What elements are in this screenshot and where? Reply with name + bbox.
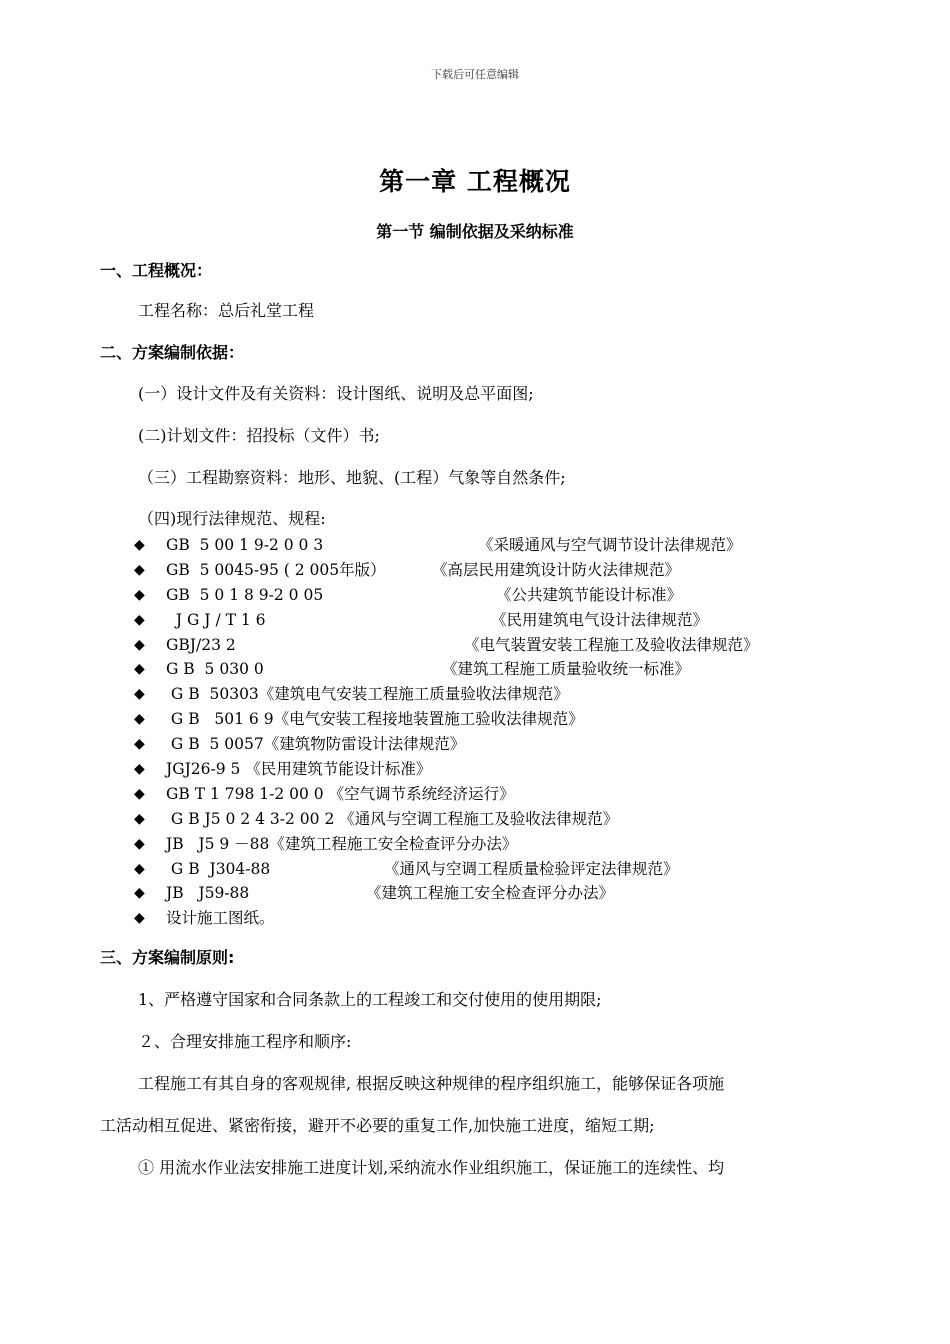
standard-item [134,807,759,832]
standard-item [134,757,759,782]
standard-item [134,832,759,857]
diamond-bullet-icon: ◆ [134,661,145,678]
standard-item [134,608,759,633]
standard-code: GB 5 0045-95 ( 2 005年版） [166,560,386,579]
diamond-bullet-icon: ◆ [134,761,145,778]
principle-2: ２、合理安排施工程序和顺序: [138,1032,352,1051]
standards-list [134,533,759,931]
standard-code: JGJ26-9 5 [166,760,246,779]
diamond-bullet-icon: ◆ [134,860,145,877]
chapter-title: 第一章 工程概况 [379,167,571,196]
standard-title: 《民用建筑节能设计标准》 [245,760,432,779]
diamond-bullet-icon: ◆ [134,586,145,603]
standard-code: GB 5 00 1 9-2 0 0 3 [166,536,324,554]
standard-title: 《公共建筑节能设计标准》 [496,585,683,604]
standard-item [134,857,759,882]
section-3-heading: 三、方案编制原则: [100,948,235,967]
principle-2-para-line2: 工活动相互促进、紧密衔接，避开不必要的重复工作,加快施工进度，缩短工期; [100,1116,655,1135]
header-note: 下载后可任意编辑 [431,68,519,81]
diamond-bullet-icon: ◆ [134,611,145,628]
standard-code: GBJ/23 2 [166,635,236,654]
diamond-bullet-icon: ◆ [134,885,145,902]
diamond-bullet-icon: ◆ [134,736,145,753]
section-1-heading: 一、工程概况： [100,261,213,280]
diamond-bullet-icon: ◆ [134,785,145,802]
standard-title: 《建筑工程施工安全检查评分办法》 [269,834,518,853]
diamond-bullet-icon: ◆ [134,636,145,653]
standard-title: 《高层民用建筑设计防火法律规范》 [432,560,681,579]
diamond-bullet-icon: ◆ [134,835,145,852]
basis-item-2: (二)计划文件：招投标（文件）书; [138,426,380,445]
standard-code: JB J59-88 [166,884,250,903]
standard-title: 《建筑工程施工安全检查评分办法》 [366,884,615,903]
standard-code: GB T 1 798 1-2 00 0 [166,784,329,803]
standard-title: 《空气调节系统经济运行》 [328,784,515,803]
standard-code: G B J5 0 2 4 3-2 00 2 [166,809,340,828]
standard-code: GB 5 0 1 8 9-2 0 05 [166,585,324,604]
project-name-line: 工程名称：总后礼堂工程 [138,301,315,320]
diamond-bullet-icon: ◆ [134,810,145,827]
section-2-heading: 二、方案编制依据： [100,343,245,362]
standard-code: J G J / T 1 6 [166,610,266,629]
diamond-bullet-icon: ◆ [134,910,145,927]
basis-item-4: （四)现行法律规范、规程: [138,509,326,528]
standard-code: G B 5 030 0 [166,660,264,679]
standard-title: 《建筑电气安装工程施工质量验收法律规范》 [258,685,569,704]
standard-code: 设计施工图纸。 [166,909,275,928]
diamond-bullet-icon: ◆ [134,686,145,703]
standard-title: 《建筑物防雷设计法律规范》 [263,735,466,754]
standard-item [134,558,759,583]
standard-title: 《电气安装工程接地装置施工验收法律规范》 [273,710,584,729]
standard-title: 《通风与空调工程施工及验收法律规范》 [339,809,619,828]
standard-title: 《建筑工程施工质量验收统一标准》 [442,660,691,679]
standard-title: 《电气装置安装工程施工及验收法律规范》 [464,635,759,654]
standard-item [134,881,759,906]
standard-item [134,732,759,757]
standard-code: G B 501 6 9 [166,710,274,729]
diamond-bullet-icon: ◆ [134,711,145,728]
standard-title: 《采暖通风与空气调节设计法律规范》 [478,536,742,554]
standard-code: JB J5 9 －88 [166,834,270,853]
diamond-bullet-icon: ◆ [134,537,145,553]
standard-code: G B J304-88 [166,859,271,878]
standard-item [134,583,759,608]
standard-item [134,707,759,732]
standard-item [134,782,759,807]
standard-item [134,633,759,658]
principle-2-item-1: ① 用流水作业法安排施工进度计划,采纳流水作业组织施工，保证施工的连续性、均 [138,1158,725,1177]
standard-code: G B 50303 [166,685,259,704]
standard-item [134,533,759,558]
diamond-bullet-icon: ◆ [134,561,145,578]
basis-item-3: （三）工程勘察资料：地形、地貌、(工程）气象等自然条件; [138,468,566,487]
standard-title: 《通风与空调工程质量检验评定法律规范》 [384,859,679,878]
standard-item [134,682,759,707]
principle-1: 1、严格遵守国家和合同条款上的工程竣工和交付使用的使用期限; [138,990,602,1009]
principle-2-para-line1: 工程施工有其自身的客观规律, 根据反映这种规律的程序组织施工，能够保证各项施 [138,1074,725,1093]
standard-item [134,906,759,931]
standard-item [134,657,759,682]
section-title: 第一节 编制依据及采纳标准 [376,222,574,241]
basis-item-1: (一）设计文件及有关资料：设计图纸、说明及总平面图; [138,384,534,403]
standard-title: 《民用建筑电气设计法律规范》 [491,610,709,629]
standard-code: G B 5 0057 [166,735,264,754]
